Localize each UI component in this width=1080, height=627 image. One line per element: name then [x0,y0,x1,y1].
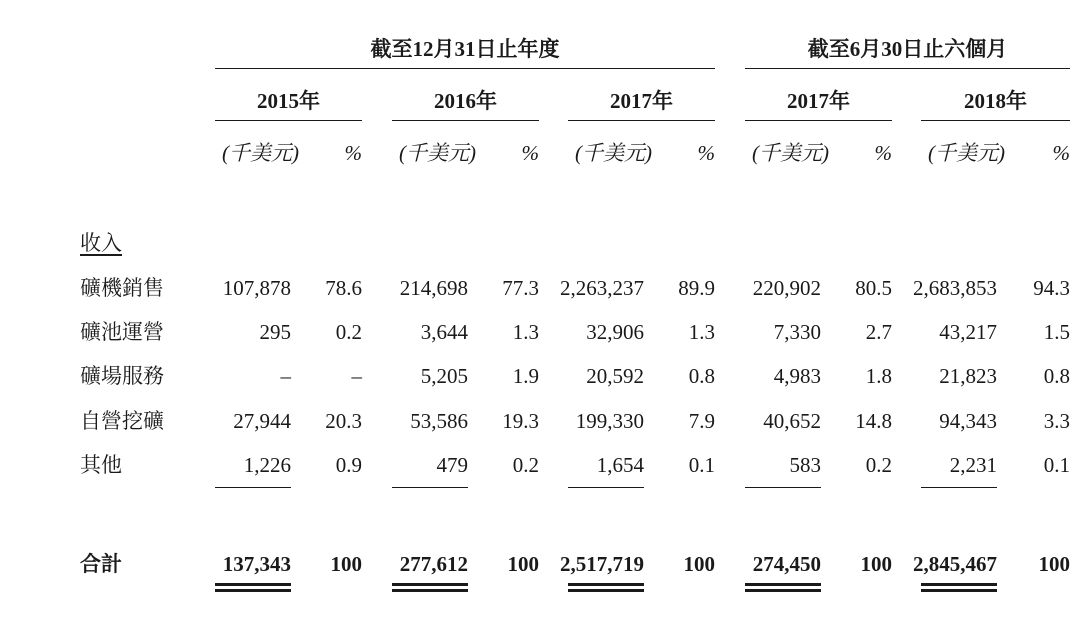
amount-cell: 3,644 [420,320,468,344]
percent-cell: 3.3 [1043,409,1070,433]
total-amount-cell: 137,343 [222,552,291,576]
unit-label: (千美元) [399,141,476,165]
total-double-rule [745,583,821,592]
total-double-rule [215,583,291,592]
amount-cell: 21,823 [939,364,997,388]
total-double-rule [568,583,644,592]
percent-cell: 77.3 [502,276,539,300]
percent-cell: 19.3 [502,409,539,433]
section-title-revenue: 收入 [80,231,122,255]
total-amount-cell: 277,612 [399,552,468,576]
year-header-2017: 2017年 [610,89,673,113]
group-header-year-end: 截至12月31日止年度 [370,37,560,61]
total-percent-cell: 100 [1038,552,1070,576]
percent-cell: 14.8 [855,409,892,433]
percent-cell: 94.3 [1033,276,1070,300]
amount-cell: 199,330 [575,409,644,433]
pct-label: % [874,141,892,165]
year-header-rule [921,120,1070,121]
row-label: 礦池運營 [80,320,164,344]
year-header-rule [745,120,892,121]
percent-cell: 0.2 [335,320,362,344]
subtotal-rule [921,487,997,488]
group-header-six-months-rule [745,68,1070,69]
percent-cell: 0.1 [688,453,715,477]
amount-cell: 2,683,853 [913,276,997,300]
row-label: 自營挖礦 [80,409,164,433]
subtotal-rule [392,487,468,488]
amount-cell: 583 [789,453,821,477]
year-header-2017-h1: 2017年 [787,89,850,113]
percent-cell: 1.9 [512,364,539,388]
pct-label: % [344,141,362,165]
percent-cell: 0.1 [1043,453,1070,477]
year-header-rule [392,120,539,121]
pct-label: % [697,141,715,165]
amount-cell: 43,217 [939,320,997,344]
amount-cell: 53,586 [410,409,468,433]
total-percent-cell: 100 [507,552,539,576]
amount-cell: 479 [436,453,468,477]
amount-cell: 27,944 [233,409,291,433]
subtotal-rule [215,487,291,488]
percent-cell: 78.6 [325,276,362,300]
year-header-2015: 2015年 [257,89,320,113]
row-label: 礦場服務 [80,364,164,388]
total-amount-cell: 2,517,719 [560,552,644,576]
percent-cell: 89.9 [678,276,715,300]
percent-cell: 0.8 [1043,364,1070,388]
amount-cell: 1,654 [596,453,644,477]
pct-label: % [521,141,539,165]
amount-cell: 220,902 [752,276,821,300]
subtotal-rule [745,487,821,488]
amount-cell: – [280,364,291,388]
percent-cell: 0.8 [688,364,715,388]
total-percent-cell: 100 [330,552,362,576]
percent-cell: 20.3 [325,409,362,433]
percent-cell: 1.5 [1043,320,1070,344]
row-label: 礦機銷售 [80,276,164,300]
unit-label: (千美元) [928,141,1005,165]
year-header-rule [568,120,715,121]
total-percent-cell: 100 [860,552,892,576]
subtotal-rule [568,487,644,488]
year-header-2018-h1: 2018年 [964,89,1027,113]
unit-label: (千美元) [575,141,652,165]
total-percent-cell: 100 [683,552,715,576]
amount-cell: 5,205 [420,364,468,388]
percent-cell: 0.2 [865,453,892,477]
percent-cell: – [351,364,362,388]
amount-cell: 2,263,237 [560,276,644,300]
amount-cell: 7,330 [773,320,821,344]
group-header-six-months: 截至6月30日止六個月 [807,37,1008,61]
total-double-rule [392,583,468,592]
total-double-rule [921,583,997,592]
percent-cell: 0.2 [512,453,539,477]
total-amount-cell: 2,845,467 [913,552,997,576]
amount-cell: 107,878 [222,276,291,300]
row-label: 其他 [80,453,122,477]
unit-label: (千美元) [222,141,299,165]
percent-cell: 2.7 [865,320,892,344]
percent-cell: 7.9 [688,409,715,433]
percent-cell: 80.5 [855,276,892,300]
amount-cell: 4,983 [773,364,821,388]
amount-cell: 1,226 [243,453,291,477]
percent-cell: 1.8 [865,364,892,388]
amount-cell: 40,652 [763,409,821,433]
amount-cell: 2,231 [949,453,997,477]
amount-cell: 20,592 [586,364,644,388]
pct-label: % [1052,141,1070,165]
amount-cell: 32,906 [586,320,644,344]
total-amount-cell: 274,450 [752,552,821,576]
unit-label: (千美元) [752,141,829,165]
total-label: 合計 [80,552,122,576]
amount-cell: 214,698 [399,276,468,300]
amount-cell: 94,343 [939,409,997,433]
year-header-rule [215,120,362,121]
amount-cell: 295 [259,320,291,344]
group-header-year-end-rule [215,68,715,69]
percent-cell: 1.3 [688,320,715,344]
percent-cell: 1.3 [512,320,539,344]
percent-cell: 0.9 [335,453,362,477]
year-header-2016: 2016年 [434,89,497,113]
